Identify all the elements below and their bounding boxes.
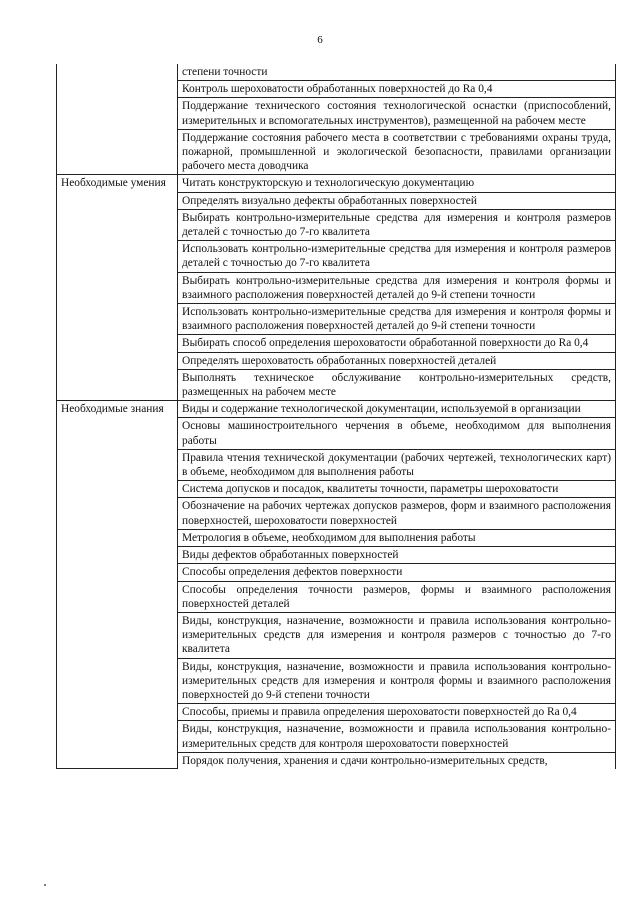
requirement-cell xyxy=(178,272,616,303)
requirement-text: Виды дефектов обработанных поверхностей xyxy=(182,549,399,562)
requirement-text: Использовать контрольно-измерительные средства для измерения и контроля формы и взаимного расположения поверхностей деталей до 9-й степени точности xyxy=(182,306,611,333)
requirement-cell xyxy=(178,192,616,209)
requirement-text: Способы определения дефектов поверхности xyxy=(182,566,403,579)
requirement-cell xyxy=(178,98,616,129)
requirement-cell xyxy=(178,481,616,498)
requirement-cell xyxy=(178,498,616,529)
requirement-cell xyxy=(178,704,616,721)
requirement-cell xyxy=(178,564,616,581)
requirement-cell xyxy=(178,369,616,400)
scan-speck xyxy=(44,884,46,886)
requirement-text: Система допусков и посадок, квалитеты точности, параметры шероховатости xyxy=(182,483,559,496)
requirement-cell xyxy=(178,658,616,704)
table-row xyxy=(57,64,616,81)
requirement-text: Определять визуально дефекты обработанных поверхностей xyxy=(182,194,477,207)
requirement-text: Читать конструкторскую и технологическую документацию xyxy=(182,177,475,190)
competency-table xyxy=(56,64,616,769)
requirement-text: Виды, конструкция, назначение, возможности и правила использования контрольно-измерительных средств для измерения и контроля размеров с точностью до 7-го квалитета xyxy=(182,614,611,656)
requirement-text: Виды, конструкция, назначение, возможности и правила использования контрольно-измерительных средств для измерения и контроля формы и взаимного расположения поверхностей до 9-й степени точности xyxy=(182,660,611,701)
requirement-cell xyxy=(178,581,616,612)
requirement-cell xyxy=(178,335,616,352)
requirement-text: Метрология в объеме, необходимом для выполнения работы xyxy=(182,531,476,544)
table-row xyxy=(57,175,616,192)
requirement-text: Порядок получения, хранения и сдачи контрольно-измерительных средств, xyxy=(182,754,548,767)
requirement-cell xyxy=(178,352,616,369)
section-label: Необходимые знания xyxy=(57,401,178,769)
requirement-cell xyxy=(178,64,616,81)
requirement-text: Способы, приемы и правила определения шероховатости поверхностей до Ra 0,4 xyxy=(182,706,577,719)
page-number: 6 xyxy=(317,34,323,46)
requirement-cell xyxy=(178,175,616,192)
requirement-text: Использовать контрольно-измерительные средства для измерения и контроля размеров деталей с точностью до 7-го квалитета xyxy=(182,243,611,270)
requirement-text: Основы машиностроительного черчения в объеме, необходимом для выполнения работы xyxy=(182,420,611,447)
requirement-cell xyxy=(178,752,616,769)
table-row xyxy=(57,401,616,418)
requirement-cell xyxy=(178,418,616,449)
requirement-text: Обозначение на рабочих чертежах допусков размеров, форм и взаимного расположения поверхностей, шероховатости поверхностей xyxy=(182,500,611,527)
requirement-text: Контроль шероховатости обработанных поверхностей до Ra 0,4 xyxy=(182,83,493,96)
section-label xyxy=(57,64,178,175)
requirement-cell xyxy=(178,721,616,752)
requirement-cell xyxy=(178,401,616,418)
requirement-text: Виды, конструкция, назначение, возможности и правила использования контрольно-измерительных средств для контроля шероховатости поверхностей xyxy=(182,723,611,750)
requirement-text: Виды и содержание технологической документации, используемой в организации xyxy=(182,403,581,416)
requirement-text: Поддержание технического состояния технологической оснастки (приспособлений, измерительных и вспомогательных инструментов), размещенной на рабочем месте xyxy=(182,100,611,127)
requirement-text: Правила чтения технической документации (рабочих чертежей, технологических карт) в объеме, необходимом для выполнения работы xyxy=(182,451,611,479)
section-label: Необходимые умения xyxy=(57,175,178,401)
requirement-text: Способы определения точности размеров, формы и взаимного расположения поверхностей деталей xyxy=(182,583,611,610)
requirement-text: Выполнять техническое обслуживание контрольно-измерительных средств, размещенных на рабочем месте xyxy=(182,371,611,399)
requirement-text: Определять шероховатость обработанных поверхностей деталей xyxy=(182,354,497,367)
requirement-cell xyxy=(178,241,616,272)
requirement-text: Выбирать контрольно-измерительные средства для измерения и контроля формы и взаимного расположения поверхностей деталей до 9-й степени точности xyxy=(182,274,611,301)
requirement-cell xyxy=(178,81,616,98)
requirement-cell xyxy=(178,304,616,335)
table-body xyxy=(57,64,616,769)
requirement-cell xyxy=(178,449,616,480)
requirement-text: Выбирать способ определения шероховатости обработанной поверхности до Ra 0,4 xyxy=(182,337,589,350)
requirement-text: Выбирать контрольно-измерительные средства для измерения и контроля размеров деталей с точностью до 7-го квалитета xyxy=(182,211,611,239)
requirement-cell xyxy=(178,612,616,658)
requirement-cell xyxy=(178,209,616,240)
requirement-cell xyxy=(178,129,616,175)
requirement-text: Поддержание состояния рабочего места в соответствии с требованиями охраны труда, пожарной, промышленной и экологической безопасности, правилами организации рабочего места доводчика xyxy=(182,131,611,173)
requirement-cell xyxy=(178,529,616,546)
requirement-cell xyxy=(178,547,616,564)
requirement-text: степени точности xyxy=(182,66,268,78)
